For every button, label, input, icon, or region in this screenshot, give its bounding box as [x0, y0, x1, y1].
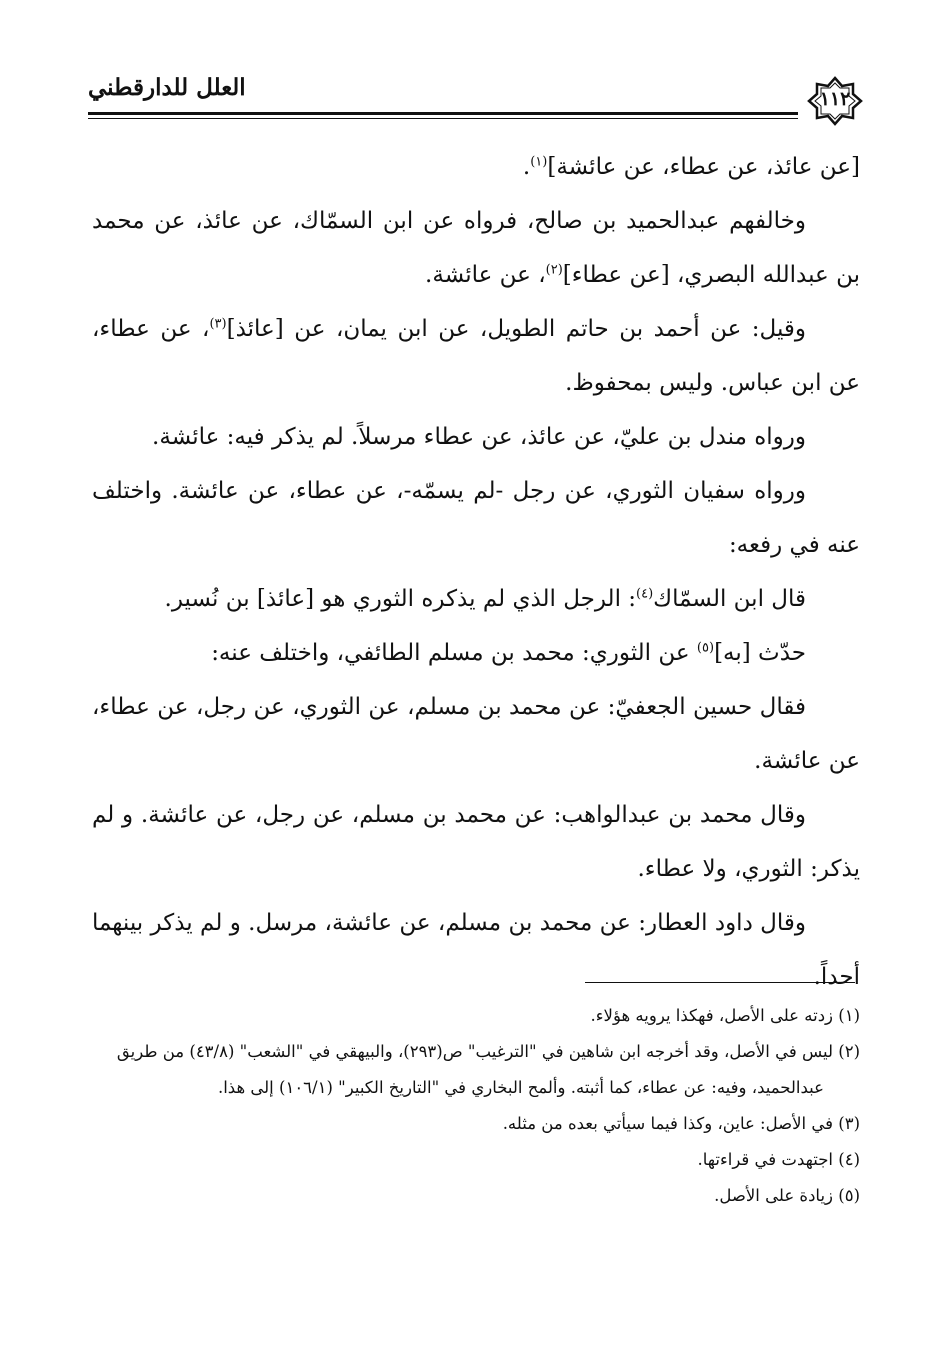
footnote: (٤) اجتهدت في قراءتها. [697, 1150, 860, 1169]
page-header [88, 68, 858, 124]
paragraph-text: وقال محمد بن عبدالواهب: عن محمد بن مسلم، عن رجل، عن عائشة. و لم يذكر: الثوري، ولا عطاء. [92, 802, 860, 882]
paragraph-text-tail: . [522, 154, 531, 180]
paragraph-text: وقيل: عن أحمد بن حاتم الطويل، عن ابن يمان، عن [عائذ] [226, 316, 806, 342]
body-paragraph [92, 194, 860, 302]
footnote-marker: (٢) [545, 262, 563, 278]
body-paragraph [92, 302, 860, 410]
paragraph-text-tail: ، عن عائشة. [425, 262, 546, 288]
footnote: (٣) في الأصل: عاين، وكذا فيما سيأتي بعده من مثله. [502, 1114, 860, 1133]
footnote: (١) زدته على الأصل، فهكذا يرويه هؤلاء. [590, 1006, 860, 1025]
footnote-marker: (٥) [696, 640, 715, 656]
footnotes [92, 998, 860, 1214]
body-paragraph [92, 680, 860, 788]
page-number-badge [806, 76, 864, 126]
footnote-marker: (٣) [209, 316, 227, 332]
body-paragraph [92, 626, 860, 680]
paragraph-text-tail: ، عن عطاء، عن ابن عباس. وليس بمحفوظ. [92, 316, 860, 396]
paragraph-text: ورواه سفيان الثوري، عن رجل -لم يسمّه-، عن عطاء، عن عائشة. واختلف عنه في رفعه: [92, 478, 860, 558]
paragraph-text: ورواه مندل بن عليّ، عن عائذ، عن عطاء مرسلاً. لم يذكر فيه: عائشة. [152, 424, 806, 450]
footnote: عبدالحميد، وفيه: عن عطاء، كما أثبته. وألمح البخاري في "التاريخ الكبير" (١٠٦/١) إلى هذا. [217, 1078, 824, 1097]
body-paragraph [92, 896, 860, 1004]
body-paragraph [92, 788, 860, 896]
paragraph-text: وقال داود العطار: عن محمد بن مسلم، عن عائشة، مرسل. و لم يذكر بينهما أحداً. [92, 910, 860, 990]
paragraph-text-tail: عن الثوري: محمد بن مسلم الطائفي، واختلف عنه: [211, 640, 697, 666]
paragraph-text: وخالفهم عبدالحميد بن صالح، فرواه عن ابن السمّاك، عن عائذ، عن محمد بن عبدالله البصري، [عن عطاء] [92, 208, 860, 288]
header-rule-thick [88, 112, 798, 115]
main-text [92, 140, 860, 1004]
paragraph-text: فقال حسين الجعفيّ: عن محمد بن مسلم، عن الثوري، عن رجل، عن عطاء، عن عائشة. [92, 694, 860, 774]
body-paragraph [92, 140, 860, 194]
footnote-marker: (١) [530, 154, 548, 170]
body-paragraph [92, 464, 860, 572]
page-number: ١١٢ [819, 88, 851, 110]
paragraph-text: حدّث [به] [714, 640, 806, 666]
paragraph-text: قال ابن السمّاك [653, 586, 806, 612]
footnote-marker: (٤) [636, 586, 654, 602]
paragraph-text-tail: : الرجل الذي لم يذكره الثوري هو [عائذ] بن نُسير. [164, 586, 637, 612]
paragraph-text: [عن عائذ، عن عطاء، عن عائشة] [547, 154, 860, 180]
running-title: العلل للدارقطني [88, 74, 246, 101]
footnote: (٥) زيادة على الأصل. [714, 1186, 860, 1205]
body-paragraph [92, 410, 860, 464]
body-paragraph [92, 572, 860, 626]
header-rule-thin [88, 118, 798, 119]
footnote-separator [585, 982, 855, 983]
footnote: (٢) ليس في الأصل، وقد أخرجه ابن شاهين في "الترغيب" ص(٢٩٣)، والبيهقي في "الشعب" (٤٣/٨) من طريق [116, 1042, 860, 1061]
